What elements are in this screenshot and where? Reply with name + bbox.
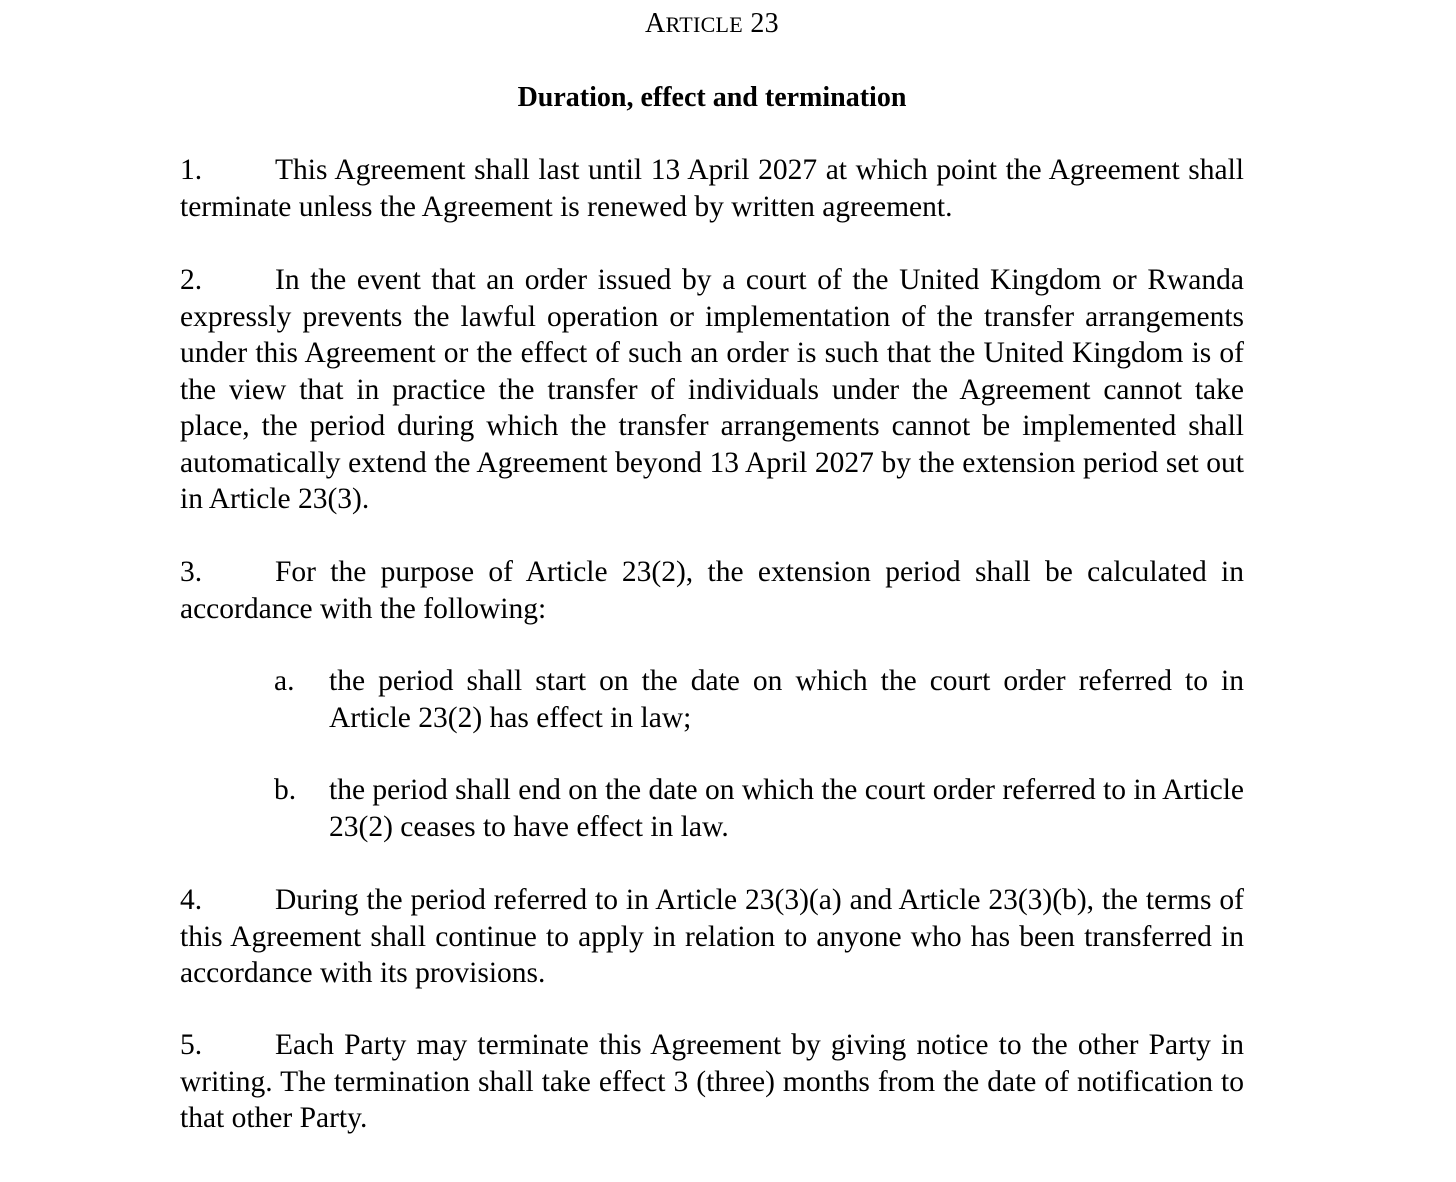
article-title: Duration, effect and termination: [517, 82, 907, 113]
paragraph-2: [180, 262, 1244, 518]
paragraph-text: Each Party may terminate this Agreement by giving notice to the other Party in writing. The termination shall take effect 3 (three) months from the date of notification to that other Party.: [180, 1029, 1244, 1134]
paragraph-3: [180, 554, 1244, 627]
article-heading-smallcaps: RTICLE: [665, 12, 744, 37]
paragraph-5: [180, 1027, 1244, 1137]
paragraph-text: For the purpose of Article 23(2), the extension period shall be calculated in accordance with the following:: [180, 556, 1244, 625]
paragraph-number: 1.: [180, 154, 203, 186]
paragraph-number: 5.: [180, 1029, 203, 1061]
paragraph-text: During the period referred to in Article 23(3)(a) and Article 23(3)(b), the terms of this Agreement shall continue to apply in relation to anyone who has been transferred in accordance with its provisions.: [180, 884, 1244, 989]
article-number: 23: [750, 8, 779, 39]
paragraph-number: 2.: [180, 264, 203, 296]
subparagraph-letter: a.: [274, 665, 295, 697]
subparagraph-b: [274, 772, 1244, 845]
paragraph-number: 4.: [180, 884, 203, 916]
subparagraph-text: the period shall end on the date on which the court order referred to in Article 23(2) ceases to have effect in law.: [329, 774, 1244, 843]
article-heading: [180, 6, 1244, 43]
paragraph-1: [180, 152, 1244, 225]
paragraph-text: This Agreement shall last until 13 April 2027 at which point the Agreement shall terminate unless the Agreement is renewed by written agreement.: [180, 154, 1244, 223]
paragraph-number: 3.: [180, 556, 203, 588]
article-heading-initial: A: [645, 8, 666, 39]
subparagraph-letter: b.: [274, 774, 297, 806]
subparagraph-text: the period shall start on the date on which the court order referred to in Article 23(2) has effect in law;: [329, 665, 1244, 734]
subparagraph-a: [274, 663, 1244, 736]
paragraph-4: [180, 882, 1244, 992]
paragraph-text: In the event that an order issued by a court of the United Kingdom or Rwanda expressly prevents the lawful operation or implementation of the transfer arrangements under this Agreement or the effect of such an order is such that the United Kingdom is of the view that in practice the transfer of individuals under the Agreement cannot take place, the period during which the transfer arrangements cannot be implemented shall automatically extend the Agreement beyond 13 April 2027 by the extension period set out in Article 23(3).: [180, 264, 1244, 515]
